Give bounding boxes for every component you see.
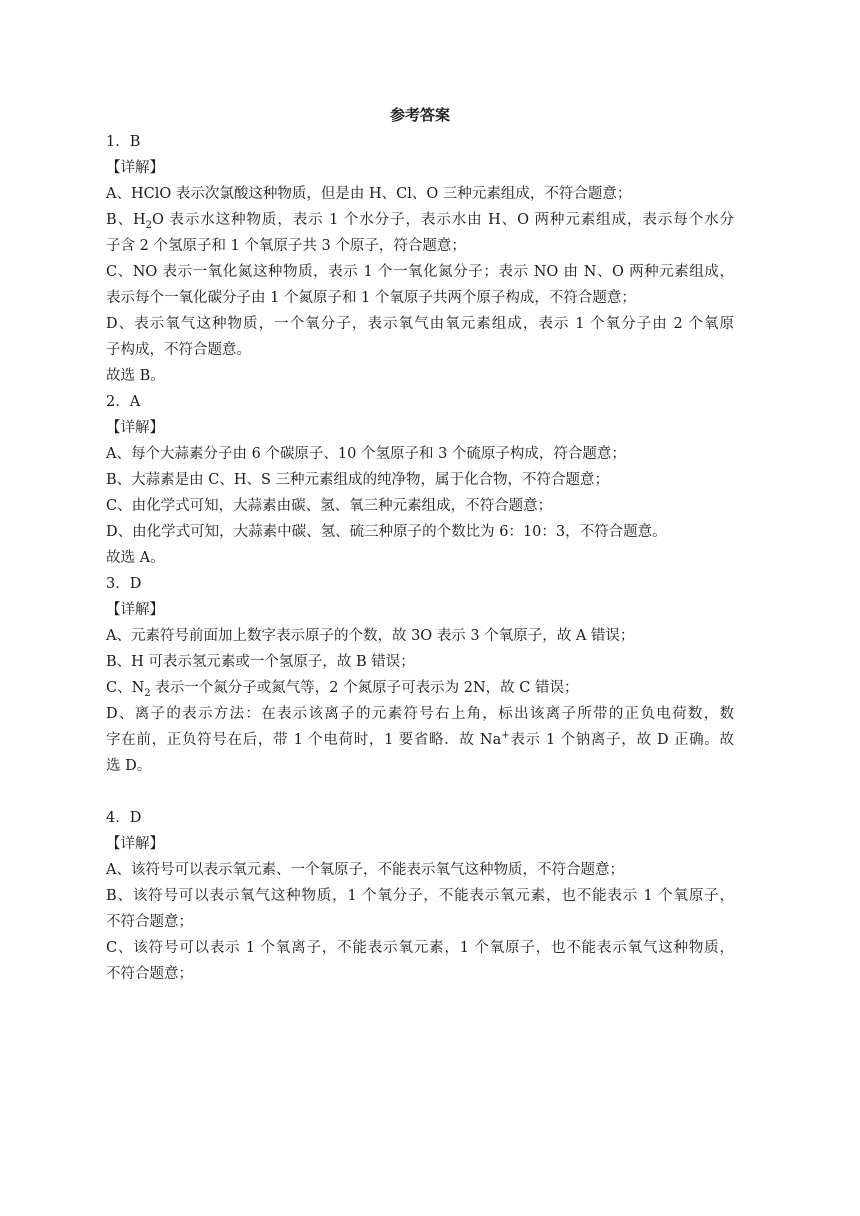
q4-answer: 4．D — [106, 810, 142, 826]
q4-explanation-heading: 【详解】 — [106, 836, 164, 852]
q4-option-a: A、该符号可以表示氧元素、一个氧原子，不能表示氧气这种物质，不符合题意； — [106, 862, 624, 878]
q1-option-d-line2: 子构成，不符合题意。 — [106, 342, 251, 358]
q2-answer: 2．A — [106, 394, 141, 410]
q2-option-a: A、每个大蒜素分子由 6 个碳原子、10 个氢原子和 3 个硫原子构成，符合题意； — [106, 446, 626, 462]
q2-option-b: B、大蒜素是由 C、H、S 三种元素组成的纯净物，属于化合物，不符合题意； — [106, 472, 610, 488]
q2-option-d: D、由化学式可知，大蒜素中碳、氢、硫三种原子的个数比为 6：10：3，不符合题意。 — [106, 524, 667, 540]
q3-option-d-line1: D、离子的表示方法：在表示该离子的元素符号右上角，标出该离子所带的正负电荷数，数 — [106, 706, 734, 722]
q3-explanation-heading: 【详解】 — [106, 602, 164, 618]
q3-option-d-line2 — [106, 727, 734, 753]
q3-c-text-post: 表示一个氮分子或氮气等，2 个氮原子可表示为 2N，故 C 错误； — [150, 680, 579, 696]
q1-option-d-line1: D、表示氧气这种物质，一个氧分子，表示氧气由氧元素组成，表示 1 个氧分子由 2 个氧原 — [106, 316, 734, 332]
q2-option-c: C、由化学式可知，大蒜素由碳、氢、氧三种元素组成，不符合题意； — [106, 498, 553, 514]
q3-option-a: A、元素符号前面加上数字表示原子的个数，故 3O 表示 3 个氧原子，故 A 错误； — [106, 628, 635, 644]
q4-option-b-line2: 不符合题意； — [106, 914, 193, 930]
q3-d-superscript: + — [501, 730, 510, 742]
answer-document — [106, 103, 734, 987]
q3-answer: 3．D — [106, 576, 142, 592]
q2-conclusion: 故选 A。 — [106, 550, 165, 566]
q4-option-b-line1: B、该符号可以表示氧气这种物质，1 个氧分子，不能表示氧元素，也不能表示 1 个氧原子， — [106, 888, 734, 904]
q3-option-c — [106, 675, 734, 701]
q1-b-subscript: 2 — [145, 219, 153, 231]
q1-answer: 1．B — [106, 134, 141, 150]
spacer — [106, 779, 734, 805]
q1-option-c-line1: C、NO 表示一氧化氮这种物质，表示 1 个一氧化氮分子；表示 NO 由 N、O 两种元素组成， — [106, 264, 734, 280]
q3-c-subscript: 2 — [144, 687, 151, 699]
q4-option-c-line2: 不符合题意； — [106, 966, 193, 982]
q3-option-b: B、H 可表示氢元素或一个氢原子，故 B 错误； — [106, 654, 415, 670]
q1-b-text-post: O 表示水这种物质，表示 1 个水分子，表示水由 H、O 两种元素组成，表示每个水分 — [152, 212, 734, 228]
q1-option-c-line2: 表示每个一氧化碳分子由 1 个氮原子和 1 个氧原子共两个原子构成，不符合题意； — [106, 290, 636, 306]
q1-option-b-line2: 子含 2 个氢原子和 1 个氧原子共 3 个原子，符合题意； — [106, 238, 466, 254]
q1-option-b-line1 — [106, 207, 734, 233]
q1-conclusion: 故选 B。 — [106, 368, 165, 384]
q4-option-c-line1: C、该符号可以表示 1 个氧离子，不能表示氧元素，1 个氧原子，也不能表示氧气这种物质， — [106, 940, 734, 956]
q3-c-text-pre: C、N — [106, 680, 145, 696]
q3-d-text-post: 表示 1 个钠离子，故 D 正确。故 — [509, 732, 734, 748]
q3-option-d-line3: 选 D。 — [106, 758, 152, 774]
page-title: 参考答案 — [389, 106, 450, 124]
q1-explanation-heading: 【详解】 — [106, 160, 164, 176]
q3-d-text-pre: 字在前，正负符号在后，带 1 个电荷时，1 要省略．故 Na — [106, 732, 502, 748]
q1-b-text-pre: B、H — [106, 212, 146, 228]
q1-option-a: A、HClO 表示次氯酸这种物质，但是由 H、Cl、O 三种元素组成，不符合题意； — [106, 186, 632, 202]
q2-explanation-heading: 【详解】 — [106, 420, 164, 436]
